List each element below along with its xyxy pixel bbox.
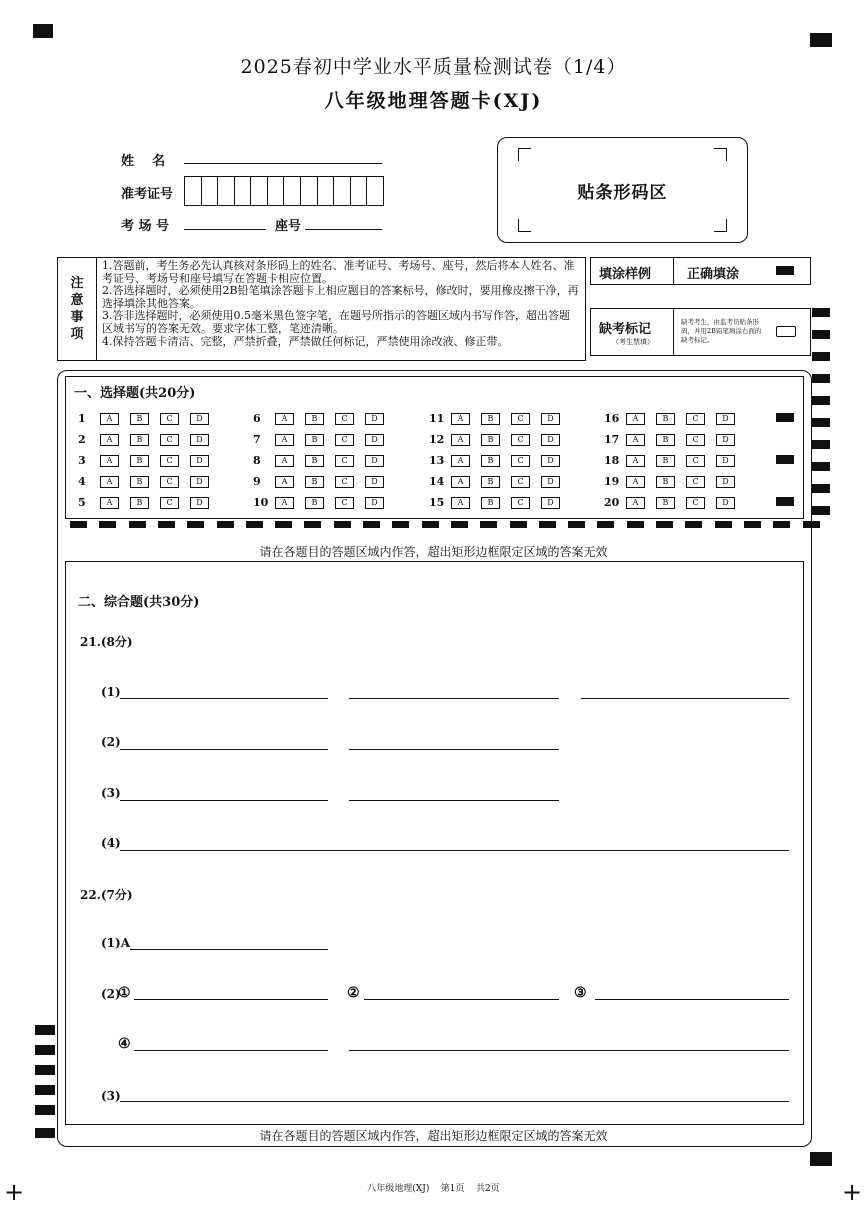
warning-text: 请在各题目的答题区域内作答，超出矩形边框限定区域的答案无效 <box>259 545 608 559</box>
answer-line[interactable] <box>134 1050 328 1051</box>
answer-bubble[interactable]: B <box>656 455 675 467</box>
timing-mark <box>812 484 830 493</box>
absent-sub: （考生禁填） <box>612 338 654 346</box>
answer-bubble[interactable]: D <box>365 497 384 509</box>
q22-circle-4: ④ <box>118 1036 131 1052</box>
notice-box <box>57 257 586 361</box>
answer-bubble[interactable]: D <box>716 413 735 425</box>
timing-mark <box>129 521 146 528</box>
timing-mark <box>812 440 830 449</box>
choice-question-row <box>253 454 395 467</box>
answer-bubble[interactable]: A <box>626 413 645 425</box>
answer-bubble[interactable]: A <box>275 434 294 446</box>
timing-mark <box>803 521 820 528</box>
absent-label: 缺考标记 <box>599 322 652 337</box>
answer-bubble[interactable]: D <box>541 476 560 488</box>
answer-bubble[interactable]: D <box>365 455 384 467</box>
timing-mark <box>656 521 673 528</box>
question-number: 2 <box>78 433 86 446</box>
question-number: 7 <box>253 433 261 446</box>
answer-bubble[interactable]: D <box>716 434 735 446</box>
answer-bubble[interactable]: B <box>481 455 500 467</box>
answer-bubble[interactable]: B <box>130 497 149 509</box>
answer-bubble[interactable]: C <box>511 476 530 488</box>
answer-bubble[interactable]: D <box>541 455 560 467</box>
timing-mark <box>715 521 732 528</box>
timing-mark <box>275 521 292 528</box>
answer-bubble[interactable]: A <box>626 455 645 467</box>
answer-bubble[interactable]: A <box>451 476 470 488</box>
timing-mark <box>35 1025 55 1035</box>
answer-bubble[interactable]: D <box>716 476 735 488</box>
q22-circle-2: ② <box>347 985 360 1001</box>
exam-id-boxes[interactable] <box>184 176 384 206</box>
timing-mark <box>812 352 830 361</box>
q21-part-4-label: (4) <box>101 836 121 850</box>
answer-bubble[interactable]: C <box>160 476 179 488</box>
answer-bubble[interactable]: A <box>275 497 294 509</box>
answer-bubble[interactable]: C <box>511 413 530 425</box>
answer-line[interactable] <box>349 1050 789 1051</box>
answer-bubble[interactable]: B <box>130 434 149 446</box>
question-number: 3 <box>78 454 86 467</box>
timing-mark <box>35 1065 55 1075</box>
answer-bubble[interactable]: A <box>275 476 294 488</box>
answer-bubble[interactable]: D <box>541 497 560 509</box>
timing-mark <box>812 330 830 339</box>
choice-question-row <box>604 433 746 446</box>
choice-question-row <box>78 433 220 446</box>
notice-heading: 注 意 事 项 <box>58 258 97 360</box>
answer-bubble[interactable]: C <box>686 476 705 488</box>
registration-cross-icon: + <box>4 1178 25 1206</box>
alignment-mark <box>810 1152 832 1166</box>
answer-bubble[interactable]: A <box>451 455 470 467</box>
registration-cross-icon: + <box>842 1178 863 1206</box>
question-number: 4 <box>78 475 86 488</box>
fill-sample-label: 填涂样例 <box>599 267 652 282</box>
absent-box <box>590 308 811 356</box>
q22-circle-1: ① <box>118 985 131 1001</box>
answer-bubble[interactable]: C <box>160 413 179 425</box>
choice-question-row <box>429 454 571 467</box>
timing-mark <box>812 308 830 317</box>
question-number: 8 <box>253 454 261 467</box>
answer-bubble[interactable]: D <box>365 413 384 425</box>
answer-bubble[interactable]: A <box>100 476 119 488</box>
question-number: 11 <box>429 412 445 425</box>
filled-sample-mark <box>776 266 794 275</box>
question-number: 15 <box>429 496 445 509</box>
answer-line[interactable] <box>349 749 559 750</box>
answer-bubble[interactable]: D <box>365 476 384 488</box>
answer-bubble[interactable]: C <box>511 434 530 446</box>
notice-item: 3.答非选择题时，必须使用0.5毫米黑色签字笔，在题号所指示的答题区域内书写作答，超出答题区域书写的答案无效。要求字体工整，笔迹清晰。 <box>102 309 570 335</box>
q21-part-1-label: (1) <box>101 685 121 699</box>
choice-question-row <box>604 412 746 425</box>
answer-bubble[interactable]: B <box>305 497 324 509</box>
answer-bubble[interactable]: D <box>190 476 209 488</box>
answer-bubble[interactable]: A <box>626 476 645 488</box>
question-number: 20 <box>604 496 620 509</box>
answer-bubble[interactable]: A <box>275 455 294 467</box>
timing-mark <box>568 521 585 528</box>
answer-bubble[interactable]: B <box>481 497 500 509</box>
answer-line[interactable] <box>134 999 328 1000</box>
choice-question-row <box>253 412 395 425</box>
timing-mark <box>539 521 556 528</box>
choice-section-title: 一、选择题(共20分) <box>74 386 196 401</box>
answer-line[interactable] <box>349 698 559 699</box>
notice-item: 1.答题前，考生务必先认真核对条形码上的姓名、准考证号、考场号、座号，然后将本人姓名、准考证号、考场号和座号填写在答题卡相应位置。 <box>102 259 575 285</box>
answer-bubble[interactable]: B <box>656 476 675 488</box>
question-number: 12 <box>429 433 445 446</box>
answer-line[interactable] <box>120 749 328 750</box>
timing-mark <box>217 521 234 528</box>
answer-line[interactable] <box>120 698 328 699</box>
notice-item: 2.答选择题时，必须使用2B铅笔填涂答题卡上相应题目的答案标号，修改时，要用橡皮擦干净，再选择填涂其他答案。 <box>102 284 579 310</box>
exam-id-label: 准考证号 <box>121 187 174 202</box>
answer-bubble[interactable]: A <box>451 434 470 446</box>
answer-bubble[interactable]: C <box>686 434 705 446</box>
seat-field[interactable] <box>305 229 382 230</box>
question-number: 14 <box>429 475 445 488</box>
timing-mark <box>158 521 175 528</box>
q22-part-2-label: (2) <box>101 987 121 1001</box>
answer-bubble[interactable]: C <box>686 455 705 467</box>
answer-bubble[interactable]: B <box>305 455 324 467</box>
timing-mark <box>773 521 790 528</box>
timing-mark <box>510 521 527 528</box>
choice-question-row <box>253 496 395 509</box>
answer-bubble[interactable]: D <box>541 434 560 446</box>
q22-circle-3: ③ <box>574 985 587 1001</box>
question-number: 13 <box>429 454 445 467</box>
choice-question-row <box>253 433 395 446</box>
page-subtitle: 八年级地理答题卡(XJ) <box>324 90 543 112</box>
answer-line[interactable] <box>120 1101 789 1102</box>
timing-mark <box>246 521 263 528</box>
comprehensive-section <box>65 561 804 1125</box>
answer-bubble[interactable]: B <box>305 434 324 446</box>
answer-bubble[interactable]: D <box>190 455 209 467</box>
answer-bubble[interactable]: B <box>305 413 324 425</box>
timing-mark <box>35 1045 55 1055</box>
timing-mark <box>812 374 830 383</box>
choice-question-row <box>429 412 571 425</box>
timing-mark <box>304 521 321 528</box>
answer-bubble[interactable]: A <box>626 497 645 509</box>
choice-question-row <box>78 454 220 467</box>
timing-mark <box>187 521 204 528</box>
answer-line[interactable] <box>120 850 789 851</box>
choice-section <box>65 376 804 519</box>
alignment-mark <box>810 33 832 47</box>
question-number: 18 <box>604 454 620 467</box>
answer-bubble[interactable]: C <box>511 455 530 467</box>
answer-bubble[interactable]: A <box>451 497 470 509</box>
question-number: 19 <box>604 475 620 488</box>
question-number: 5 <box>78 496 86 509</box>
question-number: 6 <box>253 412 261 425</box>
timing-mark <box>35 1085 55 1095</box>
q21-part-3-label: (3) <box>101 786 121 800</box>
answer-bubble[interactable]: C <box>335 497 354 509</box>
fill-sample-box <box>590 257 811 285</box>
answer-bubble[interactable]: C <box>335 413 354 425</box>
answer-bubble[interactable]: C <box>335 434 354 446</box>
answer-bubble[interactable]: C <box>160 455 179 467</box>
alignment-mark <box>33 24 53 38</box>
answer-bubble[interactable]: C <box>686 413 705 425</box>
choice-question-row <box>604 496 746 509</box>
answer-bubble[interactable]: B <box>130 455 149 467</box>
answer-bubble[interactable]: A <box>100 434 119 446</box>
timing-mark <box>597 521 614 528</box>
question-number: 9 <box>253 475 261 488</box>
answer-bubble[interactable]: D <box>541 413 560 425</box>
choice-question-row <box>78 496 220 509</box>
correct-fill-label: 正确填涂 <box>687 267 740 282</box>
notice-item: 4.保持答题卡清洁、完整，严禁折叠，严禁做任何标记，严禁使用涂改液、修正带。 <box>102 334 509 348</box>
choice-question-row <box>429 475 571 488</box>
answer-bubble[interactable]: C <box>511 497 530 509</box>
answer-bubble[interactable]: D <box>190 413 209 425</box>
answer-line[interactable] <box>130 949 328 950</box>
timing-mark <box>812 506 830 515</box>
answer-line[interactable] <box>364 999 559 1000</box>
choice-question-row <box>429 433 571 446</box>
timing-mark <box>70 521 87 528</box>
answer-bubble[interactable]: A <box>100 497 119 509</box>
choice-question-row <box>429 496 571 509</box>
answer-line[interactable] <box>595 999 789 1000</box>
choice-question-row <box>604 475 746 488</box>
seat-label: 座号 <box>275 219 302 234</box>
choice-question-row <box>604 454 746 467</box>
answer-bubble[interactable]: B <box>305 476 324 488</box>
answer-bubble[interactable]: D <box>716 497 735 509</box>
q21-title: 21.(8分) <box>80 635 133 649</box>
page-title: 2025春初中学业水平质量检测试卷（1/4） <box>240 56 627 78</box>
answer-bubble[interactable]: A <box>100 455 119 467</box>
answer-bubble[interactable]: D <box>716 455 735 467</box>
name-field[interactable] <box>184 163 382 164</box>
answer-line[interactable] <box>581 698 789 699</box>
choice-question-row <box>78 412 220 425</box>
q21-part-2-label: (2) <box>101 735 121 749</box>
question-number: 16 <box>604 412 620 425</box>
answer-bubble[interactable]: C <box>335 455 354 467</box>
timing-mark <box>627 521 644 528</box>
timing-mark <box>99 521 116 528</box>
room-label: 考 场 号 <box>121 219 170 234</box>
answer-bubble[interactable]: B <box>481 413 500 425</box>
answer-bubble[interactable]: B <box>481 434 500 446</box>
timing-mark <box>363 521 380 528</box>
timing-mark <box>451 521 468 528</box>
timing-mark <box>812 418 830 427</box>
timing-mark <box>744 521 761 528</box>
choice-question-row <box>253 475 395 488</box>
answer-bubble[interactable]: D <box>190 434 209 446</box>
choice-question-row <box>78 475 220 488</box>
q22-part-3-label: (3) <box>101 1089 121 1103</box>
answer-bubble[interactable]: B <box>656 434 675 446</box>
answer-bubble[interactable]: B <box>481 476 500 488</box>
room-field[interactable] <box>184 229 266 230</box>
answer-bubble[interactable]: A <box>451 413 470 425</box>
answer-bubble[interactable]: D <box>190 497 209 509</box>
answer-bubble[interactable]: B <box>656 497 675 509</box>
absent-note: 缺考考生，由监考员贴条形码，并用2B铅笔填涂右面的缺考标记。 <box>681 318 762 344</box>
timing-mark <box>422 521 439 528</box>
answer-bubble[interactable]: C <box>160 497 179 509</box>
timing-mark <box>812 462 830 471</box>
timing-mark <box>35 1105 55 1115</box>
barcode-area <box>497 137 748 243</box>
warning-text-bottom: 请在各题目的答题区域内作答，超出矩形边框限定区域的答案无效 <box>259 1129 608 1143</box>
timing-mark <box>812 396 830 405</box>
timing-mark <box>334 521 351 528</box>
answer-bubble[interactable]: A <box>626 434 645 446</box>
answer-bubble[interactable]: A <box>275 413 294 425</box>
answer-line[interactable] <box>120 800 328 801</box>
timing-mark <box>685 521 702 528</box>
answer-bubble[interactable]: B <box>130 476 149 488</box>
answer-bubble[interactable]: C <box>160 434 179 446</box>
answer-bubble[interactable]: D <box>365 434 384 446</box>
timing-mark <box>480 521 497 528</box>
question-number: 1 <box>78 412 86 425</box>
barcode-label: 贴条形码区 <box>577 183 668 203</box>
answer-bubble[interactable]: B <box>130 413 149 425</box>
question-number: 10 <box>253 496 269 509</box>
absent-fill-box[interactable] <box>776 326 796 337</box>
page-footer: 八年级地理(XJ) 第1页 共2页 <box>367 1184 500 1194</box>
q22-title: 22.(7分) <box>80 888 133 902</box>
answer-bubble[interactable]: C <box>335 476 354 488</box>
comprehensive-section-title: 二、综合题(共30分) <box>78 595 200 610</box>
q22-part-1-label: (1)A <box>101 936 131 950</box>
answer-bubble[interactable]: C <box>686 497 705 509</box>
question-number: 17 <box>604 433 620 446</box>
answer-line[interactable] <box>349 800 559 801</box>
name-label: 姓 名 <box>121 154 166 169</box>
answer-bubble[interactable]: A <box>100 413 119 425</box>
notice-text <box>102 260 580 348</box>
timing-mark <box>392 521 409 528</box>
answer-bubble[interactable]: B <box>656 413 675 425</box>
